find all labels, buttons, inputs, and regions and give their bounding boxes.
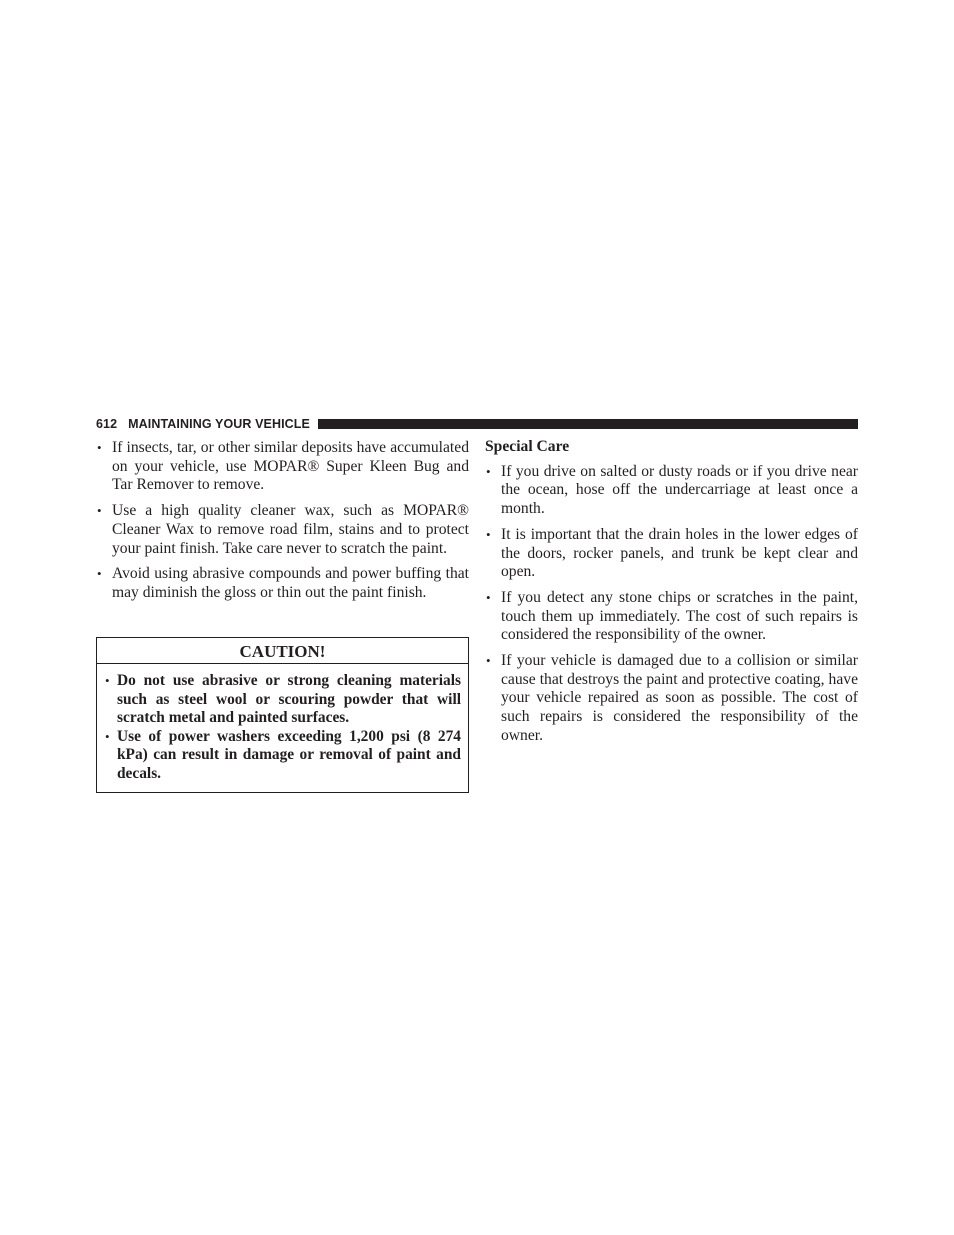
caution-title: CAUTION!: [97, 638, 468, 664]
page-header: [96, 417, 858, 431]
bullet-icon: •: [105, 728, 110, 744]
list-item-text: Use a high quality cleaner wax, such as MOPAR® Cleaner Wax to remove road film, stains and to protect your paint finish. Take care never to scratch the paint.: [112, 502, 469, 557]
caution-box: [96, 637, 469, 793]
list-item: [485, 589, 858, 645]
caution-list: [97, 664, 468, 784]
list-item-text: If your vehicle is damaged due to a collision or similar cause that destroys the paint and protective coating, have your vehicle repaired as soon as possible. The cost of such repairs is considered the responsibility of the owner.: [501, 652, 858, 744]
bullet-icon: •: [105, 673, 110, 688]
bullet-icon: •: [97, 503, 102, 519]
right-bullet-list: [485, 463, 858, 746]
caution-item-text: Do not use abrasive or strong cleaning materials such as steel wool or scouring powder that will scratch metal and painted surfaces.: [117, 672, 461, 727]
list-item-text: If insects, tar, or other similar deposits have accumulated on your vehicle, use MOPAR® Super Kleen Bug and Tar Remover to remove.: [112, 439, 469, 494]
list-item: [485, 463, 858, 519]
bullet-icon: •: [97, 440, 102, 455]
list-item: [485, 652, 858, 746]
bullet-icon: •: [486, 463, 491, 479]
list-item: [96, 502, 469, 558]
left-bullet-list: [96, 439, 469, 603]
bullet-icon: •: [486, 589, 491, 605]
caution-item: [105, 672, 461, 728]
list-item-text: If you drive on salted or dusty roads or if you drive near the ocean, hose off the undercarriage at least once a month.: [501, 462, 858, 518]
list-item-text: It is important that the drain holes in the lower edges of the doors, rocker panels, and trunk be kept clear and open.: [501, 525, 858, 581]
section-title: MAINTAINING YOUR VEHICLE: [128, 417, 310, 431]
caution-item: [105, 728, 461, 784]
list-item: [96, 439, 469, 495]
list-item: [485, 526, 858, 582]
header-rule: [318, 419, 858, 429]
bullet-icon: •: [486, 653, 491, 669]
right-column: [485, 438, 858, 753]
caution-item-text: Use of power washers exceeding 1,200 psi (8 274 kPa) can result in damage or removal of paint and decals.: [117, 727, 461, 782]
list-item: [96, 565, 469, 602]
page-number: 612: [96, 417, 118, 431]
left-column: [96, 439, 469, 610]
bullet-icon: •: [97, 566, 102, 582]
bullet-icon: •: [486, 526, 491, 542]
list-item-text: Avoid using abrasive compounds and power buffing that may diminish the gloss or thin out the paint finish.: [112, 565, 469, 601]
special-care-heading: Special Care: [485, 438, 570, 455]
list-item-text: If you detect any stone chips or scratches in the paint, touch them up immediately. The cost of such repairs is considered the responsibility of the owner.: [501, 588, 858, 644]
